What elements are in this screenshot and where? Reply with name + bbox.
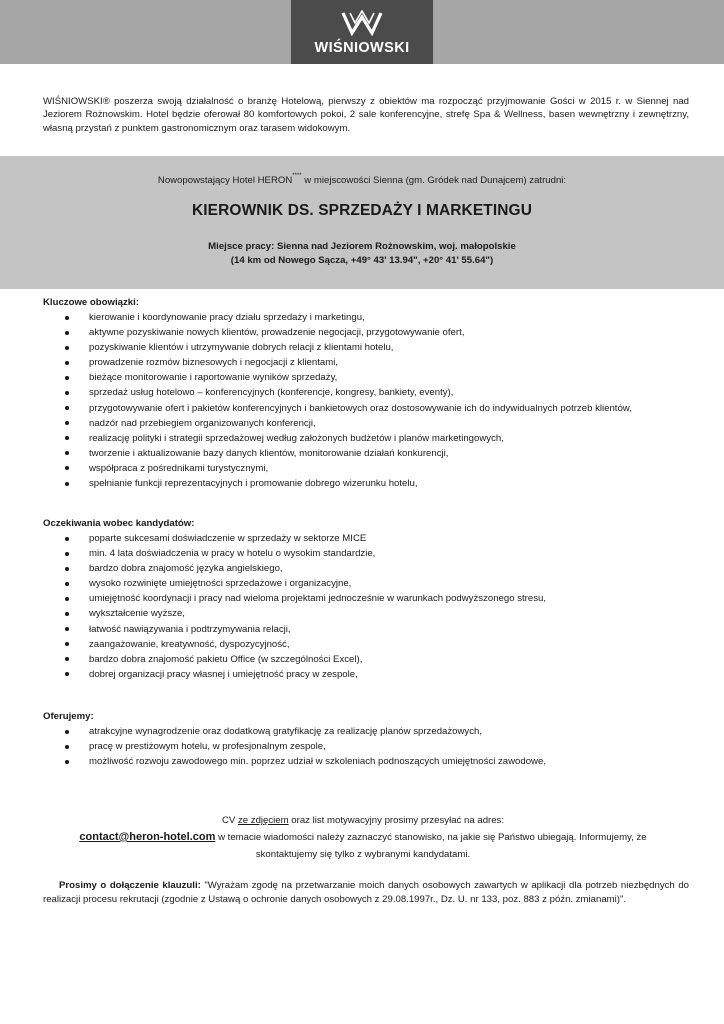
list-item: prowadzenie rozmów biznesowych i negocjacji z klientami, bbox=[89, 355, 703, 370]
list-item: wykształcenie wyższe, bbox=[89, 606, 703, 621]
list-item: spełnianie funkcji reprezentacyjnych i promowanie dobrego wizerunku hotelu, bbox=[89, 476, 703, 491]
company-logo-text: WIŚNIOWSKI bbox=[314, 40, 410, 56]
list-item: bardzo dobra znajomość pakietu Office (w szczególności Excel), bbox=[89, 652, 703, 667]
expectations-heading: Oczekiwania wobec kandydatów: bbox=[43, 518, 195, 529]
list-item: umiejętność koordynacji i pracy nad wieloma projektami jednocześnie w warunkach podwyższonego stresu, bbox=[89, 591, 703, 606]
gdpr-clause bbox=[43, 879, 689, 906]
hotel-stars: **** bbox=[292, 173, 302, 179]
logo-box bbox=[291, 0, 433, 64]
header-bar bbox=[0, 0, 724, 64]
list-item: atrakcyjne wynagrodzenie oraz dodatkową gratyfikację za realizację planów sprzedażowych, bbox=[89, 724, 703, 739]
offer-heading: Oferujemy: bbox=[43, 711, 94, 722]
hires-location: w miejscowości Sienna (gm. Gródek nad Dunajcem) zatrudni: bbox=[301, 175, 567, 186]
offer-list bbox=[43, 724, 703, 769]
work-location-coordinates: (14 km od Nowego Sącza, +49° 43' 13.94", +20° 41' 55.64") bbox=[230, 254, 494, 266]
header-left-panel bbox=[0, 0, 291, 64]
list-item: bardzo dobra znajomość języka angielskiego, bbox=[89, 561, 703, 576]
contact-email-link[interactable]: contact@heron-hotel.com bbox=[79, 831, 216, 843]
cv-text-rest: oraz list motywacyjny prosimy przesyłać na adres: bbox=[288, 815, 505, 826]
list-item: możliwość rozwoju zawodowego min. poprzez udział w szkoleniach podnoszących umiejętności zawodowe, bbox=[89, 754, 703, 769]
list-item: tworzenie i aktualizowanie bazy danych klientów, monitorowanie działań konkurencji, bbox=[89, 446, 703, 461]
list-item: pozyskiwanie klientów i utrzymywanie dobrych relacji z klientami hotelu, bbox=[89, 340, 703, 355]
job-banner bbox=[0, 156, 724, 289]
w-monogram-icon bbox=[341, 10, 383, 36]
list-item: poparte sukcesami doświadczenie w sprzedaży w sektorze MICE bbox=[89, 531, 703, 546]
list-item: sprzedaż usług hotelowo – konferencyjnych (konferencje, kongresy, bankiety, eventy), bbox=[89, 385, 703, 400]
cv-photo-note: ze zdjęciem bbox=[237, 815, 289, 826]
list-item: min. 4 lata doświadczenia w pracy w hotelu o wysokim standardzie, bbox=[89, 546, 703, 561]
list-item: kierowanie i koordynowanie pracy działu sprzedaży i marketingu, bbox=[89, 310, 703, 325]
duties-list bbox=[43, 310, 703, 491]
list-item: realizację polityki i strategii sprzedażowej według założonych budżetów i planów marketingowych, bbox=[89, 431, 703, 446]
list-item: pracę w prestiżowym hotelu, w profesjonalnym zespole, bbox=[89, 739, 703, 754]
email-line bbox=[43, 829, 683, 846]
clause-text: "Wyrażam zgodę na przetwarzanie moich danych osobowych zawartych w aplikacji dla potrzeb niezbędnych do realizacji procesu rekrutacji (zgodnie z Ustawą o ochronie danych osobowych z 29.08.1997r., Dz. U. nr 133, poz. 883 z późn. zmianami)". bbox=[43, 880, 689, 905]
company-intro: WIŚNIOWSKI® poszerza swoją działalność o branżę Hotelową, pierwszy z obiektów ma rozpocząć przyjmowanie Gości w 2015 r. w Siennej nad Jeziorem Rożnowskim. Hotel będzie oferował 80 komfortowych pokoi, 2 sale konferencyjne, strefę Spa & Wellness, basen wewnętrzny i zewnętrzny, własną przystań z punktem gastronomicznym oraz tarasem widokowym. bbox=[43, 96, 689, 134]
expectations-section bbox=[43, 518, 703, 682]
list-item: wysoko rozwinięte umiejętności sprzedażowe i organizacyjne, bbox=[89, 576, 703, 591]
cv-text: CV bbox=[221, 815, 238, 826]
list-item: zaangażowanie, kreatywność, dyspozycyjność, bbox=[89, 637, 703, 652]
hires-text: Nowopowstający Hotel HERON bbox=[157, 175, 293, 186]
selection-note: skontaktujemy się tylko z wybranymi kandydatami. bbox=[255, 849, 471, 860]
subject-note: w temacie wiadomości należy zaznaczyć stanowisko, na jakie się Państwo ubiegają. Informujemy, że bbox=[215, 832, 647, 843]
job-title: KIEROWNIK DS. SPRZEDAŻY I MARKETINGU bbox=[191, 202, 533, 219]
cv-instruction bbox=[43, 812, 683, 829]
list-item: dobrej organizacji pracy własnej i umiejętność pracy w zespole, bbox=[89, 667, 703, 682]
list-item: bieżące monitorowanie i raportowanie wyników sprzedaży, bbox=[89, 370, 703, 385]
work-location-line: Miejsce pracy: Sienna nad Jeziorem Rożnowskim, woj. małopolskie bbox=[208, 241, 516, 252]
list-item: łatwość nawiązywania i podtrzymywania relacji, bbox=[89, 622, 703, 637]
expectations-list bbox=[43, 531, 703, 682]
header-right-panel bbox=[433, 0, 724, 64]
list-item: przygotowywanie ofert i pakietów konferencyjnych i bankietowych oraz dostosowywanie ich do indywidualnych potrzeb klientów, bbox=[89, 401, 703, 416]
hires-line bbox=[0, 173, 724, 186]
list-item: aktywne pozyskiwanie nowych klientów, prowadzenie negocjacji, przygotowywanie ofert, bbox=[89, 325, 703, 340]
work-location bbox=[0, 240, 724, 267]
list-item: nadzór nad przebiegiem organizowanych konferencji, bbox=[89, 416, 703, 431]
list-item: współpraca z pośrednikami turystycznymi, bbox=[89, 461, 703, 476]
application-contact bbox=[43, 812, 683, 863]
clause-label: Prosimy o dołączenie klauzuli: bbox=[59, 880, 201, 891]
offer-section bbox=[43, 711, 703, 769]
duties-heading: Kluczowe obowiązki: bbox=[43, 297, 139, 308]
duties-section bbox=[43, 297, 703, 491]
